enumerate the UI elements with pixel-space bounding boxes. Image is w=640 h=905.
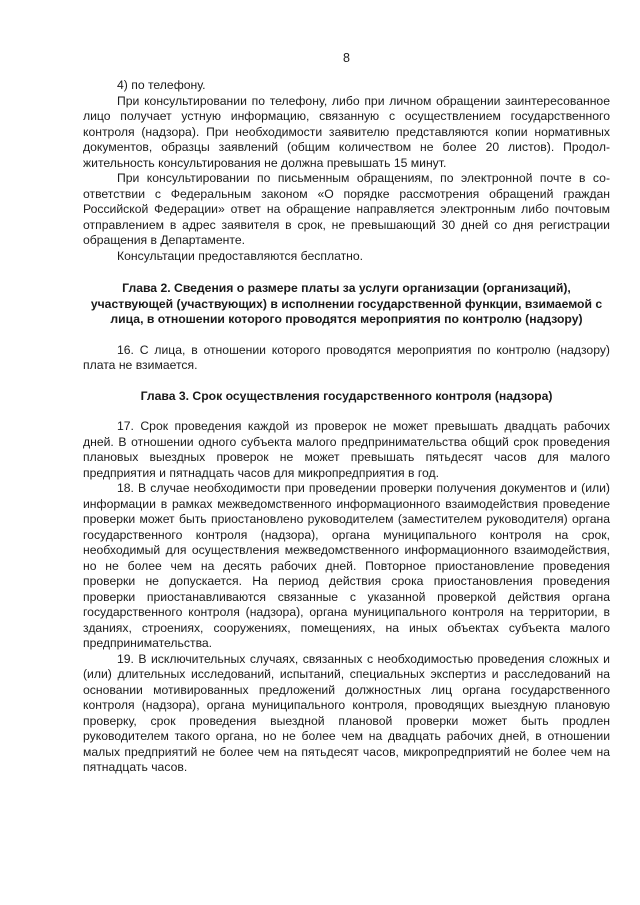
paragraph-16: 16. С лица, в отношении которого проводятся мероприятия по контролю (надзору) плата не взимается. xyxy=(83,342,610,372)
chapter-2-heading: Глава 2. Сведения о размере платы за услуги организации (организаций), участвующей (участвующих) в исполнении государственной функции, взимаемой с лица, в отношении которого проводятся мероприятия по контролю (надзору) xyxy=(90,281,603,326)
spacer xyxy=(83,374,610,389)
spacer xyxy=(83,328,610,343)
paragraph-free-consulting: Консультации предоставляются бесплатно. xyxy=(117,248,364,263)
chapter-3-heading: Глава 3. Срок осуществления государственного контроля (надзора) xyxy=(140,388,553,403)
paragraph-18: 18. В случае необходимости при проведении проверки получения документов и (или) информации в рамках межведомственного информационного взаимодействия проведение проверки может быть приостановлено руководителем (заместителем руководителя) органа государственного контроля (надзора), органа муниципального контроля на срок, необходимый для осуществления межведомственного информационного взаимодействия, но не более чем на десять рабочих дней. Повторное приостановление проведения проверки не допускается. На период действия срока приостановления проведения проверки приостанавливаются связанные с указанной проверкой действия органа государственного контроля (надзора), органа муниципального контроля на территории, в зданиях, строениях, сооружениях, помещениях, на иных объектах субъекта малого предпринимательства. xyxy=(83,481,610,650)
spacer xyxy=(83,264,610,281)
document-page xyxy=(83,50,610,776)
paragraph-written-consulting: При консультировании по письменным обращениям, по электронной почте в соответствии с Федеральным законом «О порядке рассмотрения обращений граждан Российской Федерации» ответ на обращение направляется электронным либо почтовым отправлением в адрес заявителя в срок, не превышающий 30 дней со дня регистрации обращения в Департаменте. xyxy=(83,171,610,247)
paragraph-phone-item: 4) по телефону. xyxy=(117,78,206,92)
paragraph-phone-consulting: При консультировании по телефону, либо при личном обращении заинтересованное лицо получает устную информацию, связанную с осуществлением государственного контроля (надзора). При необходимости заявителю представляются копии нормативных документов, образцы заявлений (общим количеством не более 20 листов). Продолжительность консультирования не должна превышать 15 минут. xyxy=(83,93,610,170)
spacer xyxy=(83,404,610,419)
paragraph-17: 17. Срок проведения каждой из проверок не может превышать двадцать рабочих дней. В отношении одного субъекта малого предпринимательства общий срок проведения плановых выездных проверок не может превышать пятьдесят часов для малого предприятия и пятнадцать часов для микропредприятия в год. xyxy=(83,419,610,480)
page-number: 8 xyxy=(343,51,350,65)
paragraph-19: 19. В исключительных случаях, связанных с необходимостью проведения сложных и (или) длительных исследований, испытаний, специальных экспертиз и расследований на основании мотивированных предложений должностных лиц органа государственного контроля (надзора), органа муниципального контроля, проводящих выездную плановую проверку, срок проведения выездной плановой проверки может быть продлен руководителем такого органа, но не более чем на двадцать рабочих дней, в отношении малых предприятий не более чем на пятьдесят часов, микропредприятий не более чем на пятнадцать часов. xyxy=(83,651,610,774)
